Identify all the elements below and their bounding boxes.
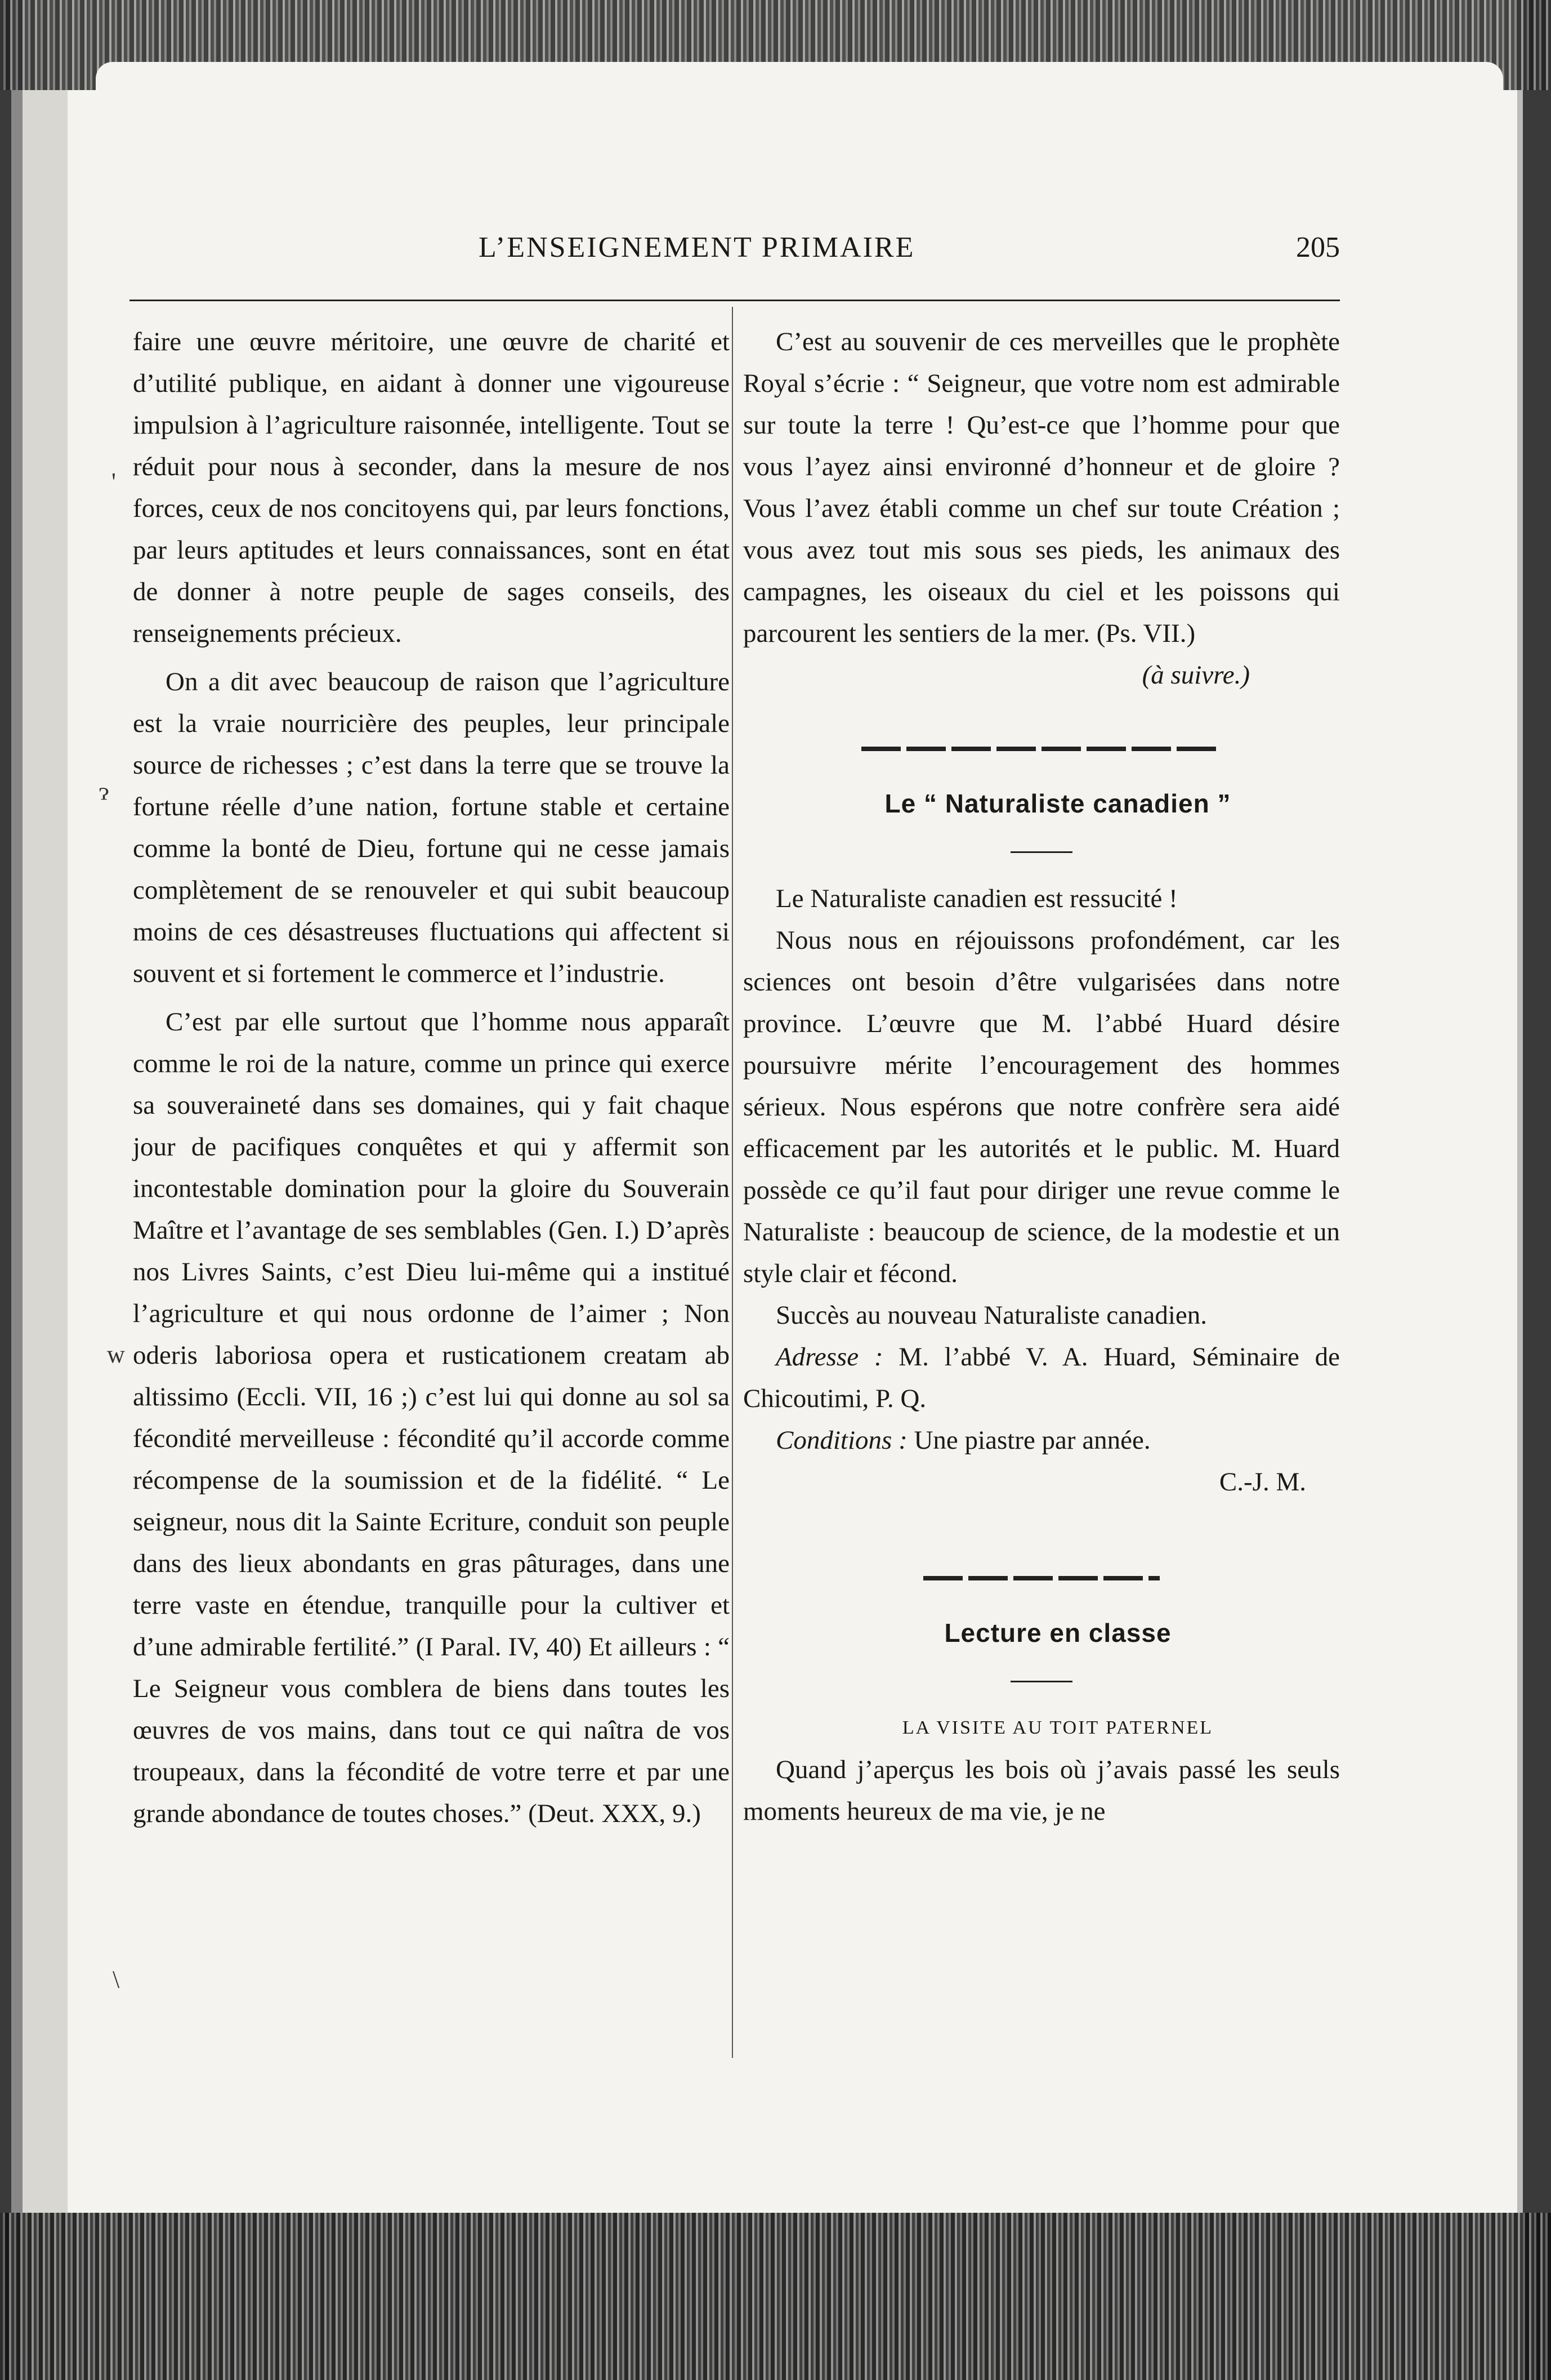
paragraph: Nous nous en réjouissons profondément, car les sciences ont besoin d’être vulgarisées dans notre province. L’œuvre que M. l’abbé Huard désire poursuivre mérite l’encouragement des hommes sérieux. Nous espérons que notre confrère sera aidé efficacement par les autorités et le public. M. Huard possède ce qu’il faut pour diriger une revue comme le Naturaliste : beaucoup de science, de la modestie et un style clair et fécond.: [743, 926, 1340, 1288]
running-title: L’ENSEIGNEMENT PRIMAIRE: [479, 231, 915, 264]
paragraph: On a dit avec beaucoup de raison que l’agriculture est la vraie nourricière des peuples, leur principale source de richesses ; c’est dans la terre que se trouve la fortune réelle d’une nation, fortune stable et certaine comme la bonté de Dieu, fortune qui ne cesse jamais complètement de se renouveler et qui subit beaucoup moins de ces désastreuses fluctuations qui affectent si souvent et si fortement le commerce et l’industrie.: [133, 667, 730, 988]
paragraph: faire une œuvre méritoire, une œuvre de charité et d’utilité publique, en aidant à donner une vigoureuse impulsion à l’agriculture raisonnée, intelligente. Tout se réduit pour nous à seconder, dans la mesure de nos forces, ceux de nos concitoyens qui, par leurs fonctions, par leurs aptitudes et leurs connaissances, sont en état de donner à notre peuple de sages conseils, des renseignements précieux.: [133, 327, 730, 648]
address-line: [743, 1336, 1340, 1419]
ornamental-rule: [923, 1576, 1160, 1580]
conditions-line: [743, 1419, 1340, 1461]
short-rule: [1011, 1681, 1072, 1682]
section-subtitle: LA VISITE AU TOIT PATERNEL: [902, 1717, 1214, 1738]
scan-top-edge: [0, 0, 1551, 90]
paragraph: Le Naturaliste canadien est ressucité !: [776, 884, 1178, 913]
scan-bottom-edge: [0, 2213, 1551, 2380]
right-column: [743, 321, 1340, 1832]
address-text: M. l’abbé V. A. Huard, Séminaire de Chicoutimi, P. Q.: [743, 1342, 1340, 1413]
header-rule: [129, 300, 1340, 301]
page-number: 205: [1296, 231, 1340, 264]
paragraph: C’est par elle surtout que l’homme nous apparaît comme le roi de la nature, comme un prince qui exerce sa souveraineté dans ses domaines, qui y fait chaque jour de pacifiques conquêtes et qui y affermit son incontestable domination pour la gloire du Souverain Maître et l’avantage de ses semblables (Gen. I.) D’après nos Livres Saints, c’est Dieu lui-même qui a institué l’agriculture et qui nous ordonne de l’aimer ; Non oderis laboriosa opera et rusticationem creatam ab altissimo (Eccli. VII, 16 ;) c’est lui qui donne au sol sa fécondité merveilleuse : fécondité qu’il accorde comme récompense de la soumission et de la fidélité. “ Le seigneur, nous dit la Sainte Ecriture, conduit son peuple dans des lieux abondants en gras pâturages, dans une terre vaste en étendue, tranquille pour la cultiver et d’une admirable fertilité.” (I Paral. IV, 40) Et ailleurs : “ Le Seigneur vous comblera de biens dans toutes les œuvres de vos mains, dans tout ce qui naîtra de vos troupeaux, dans la fécondité de votre terre et par une grande abondance de toutes choses.” (Deut. XXX, 9.): [133, 1007, 730, 1828]
a-suivre-note: (à suivre.): [1142, 660, 1250, 690]
ornamental-rule: [861, 747, 1222, 751]
scan-right-edge: [1509, 0, 1551, 2380]
scan-left-edge: [0, 0, 93, 2380]
section-title: Lecture en classe: [944, 1618, 1172, 1647]
margin-mark: \: [113, 1966, 120, 1993]
address-label: Adresse :: [776, 1342, 883, 1372]
signature: C.-J. M.: [1219, 1467, 1306, 1497]
margin-mark: ɂ: [99, 778, 109, 805]
running-head: [129, 231, 1340, 270]
short-rule: [1011, 851, 1072, 853]
conditions-text: Une piastre par année.: [914, 1426, 1151, 1455]
paragraph: Quand j’aperçus les bois où j’avais passé les seuls moments heureux de ma vie, je ne: [743, 1755, 1340, 1826]
left-column: [133, 321, 730, 1834]
paragraph: C’est au souvenir de ces merveilles que le prophète Royal s’écrie : “ Seigneur, que votre nom est admirable sur toute la terre ! Qu’est-ce que l’homme pour que vous l’ayez ainsi environné d’honneur et de gloire ? Vous l’avez établi comme un chef sur toute Création ; vous avez tout mis sous ses pieds, les animaux des campagnes, les oiseaux du ciel et les poissons qui parcourent les sentiers de la mer. (Ps. VII.): [743, 327, 1340, 648]
paragraph: Succès au nouveau Naturaliste canadien.: [776, 1301, 1208, 1330]
conditions-label: Conditions :: [776, 1426, 908, 1455]
margin-mark: w: [107, 1341, 125, 1368]
column-divider: [732, 307, 733, 2058]
section-title: Le “ Naturaliste canadien ”: [884, 789, 1231, 818]
margin-mark: ': [111, 468, 116, 495]
